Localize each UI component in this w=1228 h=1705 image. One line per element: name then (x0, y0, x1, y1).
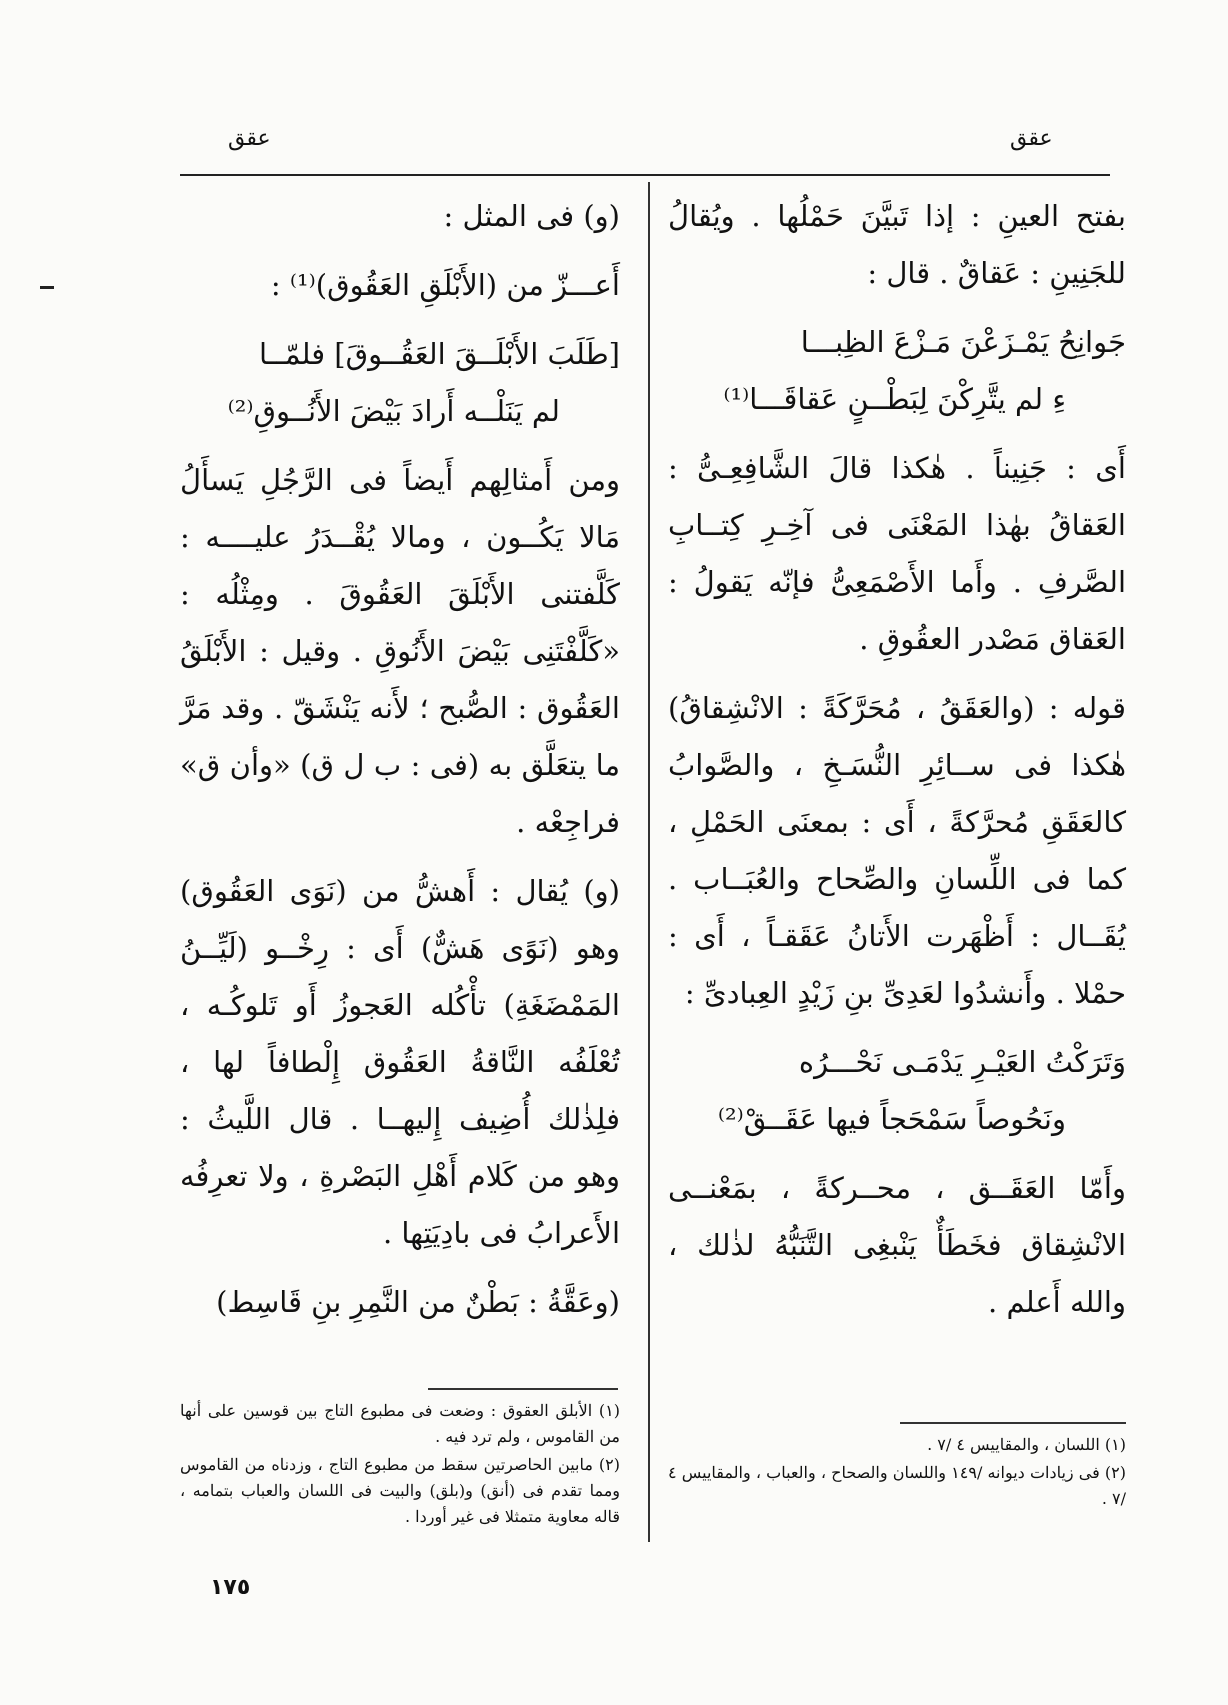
header-right-word: عقق (1010, 126, 1053, 151)
right-paragraph-3: قوله : (والعَقَقُ ، مُحَرَّكَةً : الانْشِقاقُ) هٰكذا فى ســائِرِ النُّسَـخِ ، والصَّوابُ كالعَقَقِ مُحرَّكةً ، أَى : بمعنَى الحَمْلِ ، كما فى اللِّسانِ والصِّحاح والعُبَــاب . يُقَــال : أَظْهَرت الأَتانُ عَقَقـاً ، أَى : حمْلا . وأَنشدُوا لعَدِىِّ بنِ زَيْدٍ العِبادىِّ : (668, 691, 1126, 1010)
verse-line: ءِ لم يتَّرِكْنَ لِبَطْــنٍ عَقاقَـــا⁽¹⁾ (723, 382, 1066, 416)
verse-line: وَتَرَكْتُ العَيْـرِ يَدْمَـى نَحْـــرُه (798, 1045, 1126, 1079)
left-footnotes (180, 1398, 620, 1532)
column-divider (648, 182, 650, 1542)
footnote: (٢) مابين الحاصرتين سقط من مطبوع التاج ، وزدناه من القاموس ومما تقدم فى (أنق) و(بلق) والبيت فى اللسان والعباب بتمامه ، قاله معاوية متمثلا فى غير أوردا . (180, 1455, 620, 1526)
verse-line: لم يَنَلْــه أَرادَ بَيْضَ الأَنُــوقِ⁽²⁾ (227, 394, 560, 428)
right-footnotes (668, 1432, 1126, 1514)
margin-mark (40, 286, 54, 289)
right-paragraph-1: بفتح العينِ : إذا تَبيَّنَ حَمْلُها . ويُقالُ للجَنِينِ : عَقاقٌ . قال : (668, 199, 1126, 290)
right-paragraph-2: أَى : جَنِيناً . هٰكذا قالَ الشَّافِعِـىُّ : العَقاقُ بهٰذا المَعْنَى فى آخِـرِ كِتــابِ الصَّرفِ . وأَما الأَصْمَعِىُّ فإنّه يَقولُ : العَقاق مَصْدر العقُوقِ . (668, 451, 1126, 656)
left-paragraph-1: (و) فى المثل : (443, 199, 620, 233)
right-paragraph-4: وأَمّا العَقَــق ، محــركةً ، بمَعْنــى الانْشِقاق فخَطَأٌ يَنْبغِى التَّنَبُّهُ لذٰلك ، والله أَعلم . (668, 1171, 1126, 1319)
left-paragraph-5: (وعَقَّةُ : بَطْنٌ من النَّمِرِ بنِ قَاسِط) (216, 1285, 620, 1319)
left-column (180, 188, 620, 1343)
verse-line: [طَلَبَ الأَبْلَــقَ العَقُــوقَ] فلمّــا (259, 337, 620, 371)
left-paragraph-2: أَعـــزّ من (الأَبْلَقِ العَقُوق)⁽¹⁾ : (270, 268, 620, 302)
footnote: (١) اللسان ، والمقاييس ٤ /٧ . (927, 1435, 1126, 1454)
page-number: ١٧٥ (210, 1575, 251, 1600)
footnote: (١) الأبلق العقوق : وضعت فى مطبوع التاج بين قوسين على أنها من القاموس ، ولم ترد فيه . (180, 1401, 620, 1446)
right-column (668, 188, 1126, 1343)
header-rule (180, 174, 1110, 176)
right-verse-1 (668, 314, 1126, 428)
footnote-rule-right (900, 1422, 1126, 1424)
footnote-rule-left (428, 1388, 618, 1390)
left-paragraph-3: ومن أَمثالِهم أَيضاً فى الرَّجُلِ يَسأَلُ مَالا يَكُــون ، ومالا يُقْــدَرُ عليــــه : كَلَّفتنى الأَبْلَقَ العَقُوقَ . ومِثْلُه : «كَلَّفْتَنِى بَيْضَ الأَنُوقِ . وقيل : الأَبْلَقُ العَقُوق : الصُّبح ؛ لأَنه يَنْشَقّ . وقد مَرَّ ما يتعَلَّق به (فى : ب ل ق) «وأن ق» فراجِعْه . (180, 463, 620, 839)
left-paragraph-4: (و) يُقال : أَهشُّ من (نَوَى العَقُوق) وهو (نَوًى هَشٌّ) أَى : رِخْــو (لَيِّــنُ المَمْضَغَةِ) تأْكُله العَجوزُ أَو تَلوكُـه ، تُعْلَفُه النَّاقةُ العَقُوق إِلْطافاً لها ، فلِذٰلك أُضِيف إِليهــا . قال اللَّيثُ : وهو من كَلام أَهْلِ البَصْرةِ ، ولا تعرِفُه الأَعرابُ فى بادِيَتِها . (180, 874, 620, 1250)
left-verse-1 (180, 326, 620, 440)
verse-line: ونَحُوصاً سَمْحَجاً فيها عَقَــقْ⁽²⁾ (717, 1102, 1066, 1136)
verse-line: جَوانِحُ يَمْـزَعْنَ مَـزْعَ الظِبـــا (800, 325, 1126, 359)
footnote: (٢) فى زيادات ديوانه /١٤٩ واللسان والصحاح ، والعباب ، والمقاييس ٤ /٧ . (668, 1463, 1127, 1508)
right-verse-2 (668, 1034, 1126, 1148)
header-left-word: عقق (228, 126, 271, 151)
